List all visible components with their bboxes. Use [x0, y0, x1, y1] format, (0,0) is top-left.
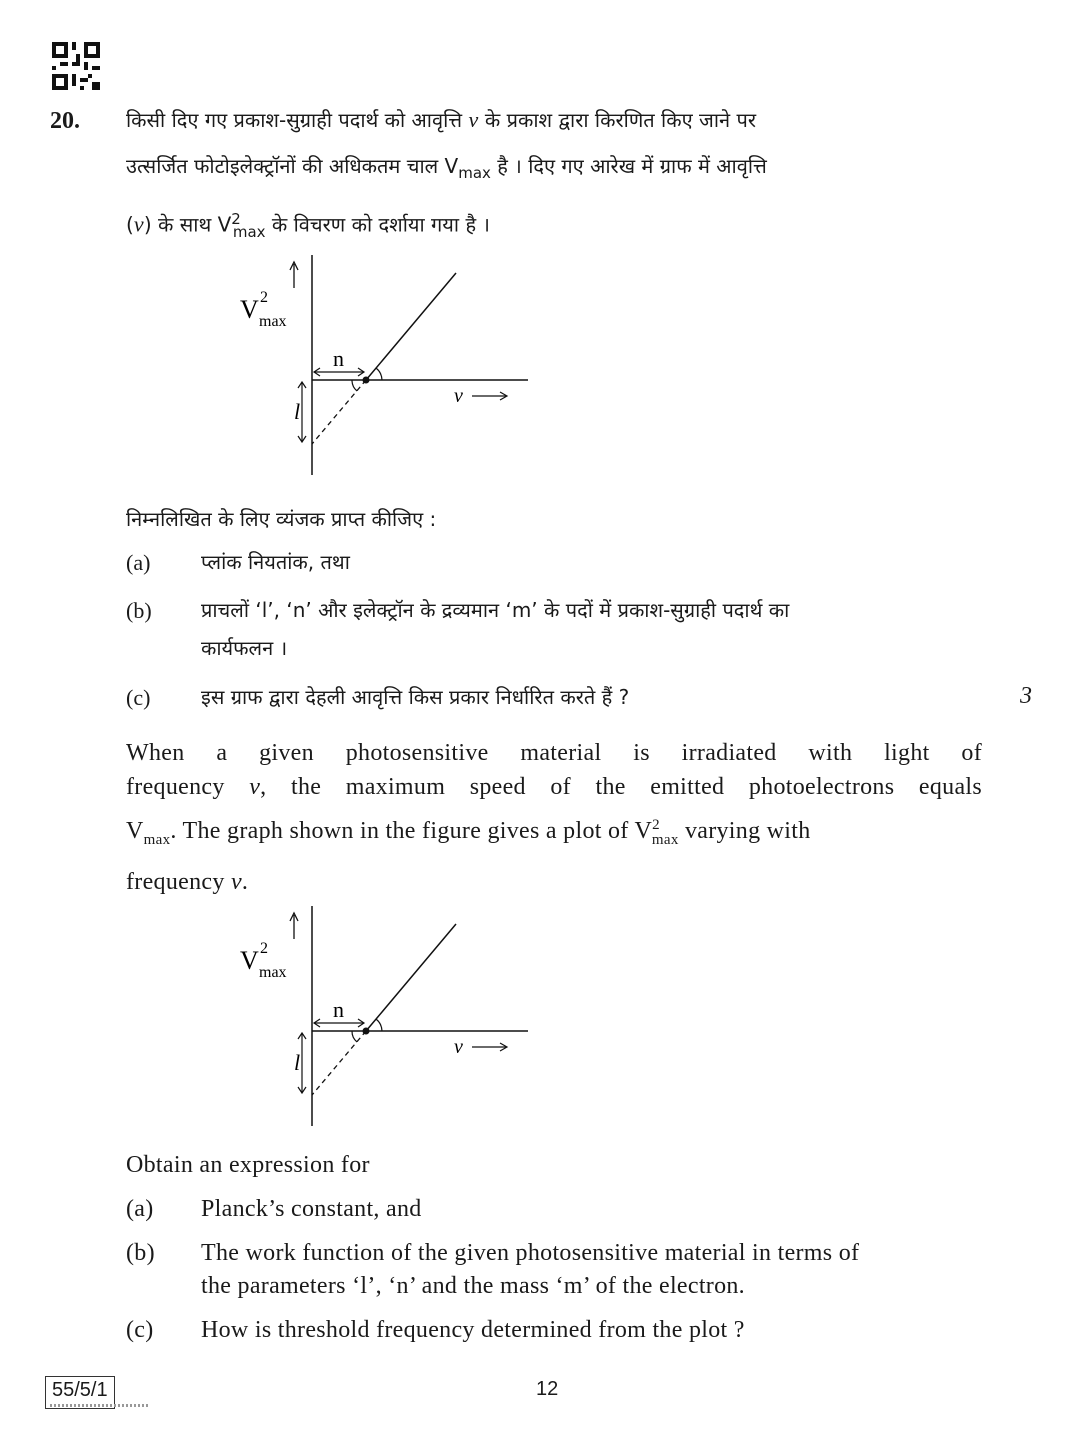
- graph-english: [230, 901, 540, 1131]
- english-line2-start: frequency: [126, 774, 225, 800]
- vmax-sub: max: [232, 222, 266, 241]
- english-line4-start: frequency: [126, 868, 225, 895]
- paren-open: (: [126, 212, 134, 237]
- option-label: (b): [126, 598, 152, 623]
- english-question-text: [126, 736, 982, 899]
- graph-hindi: [230, 250, 540, 480]
- english-line1: When a given photosensitive material is irradiated with light of: [126, 740, 982, 766]
- option-text: इस ग्राफ द्वारा देहली आवृत्ति किस प्रकार निर्धारित करते हैं ?: [201, 685, 630, 709]
- english-line4: [126, 865, 982, 899]
- extrapolated-line: [312, 1031, 366, 1095]
- option-text: The work function of the given photosensitive material in terms of: [201, 1240, 860, 1266]
- english-prompt: Obtain an expression for: [126, 1152, 370, 1178]
- frequency-var: v: [230, 868, 242, 895]
- vmax-v: V: [126, 818, 144, 844]
- option-text: Planck’s constant, and: [201, 1196, 422, 1222]
- vmax-sub: max: [458, 164, 491, 182]
- english-line3: [126, 808, 982, 857]
- graph-line: [366, 273, 456, 380]
- option-text: प्लांक नियतांक, तथा: [201, 550, 350, 574]
- marks: 3: [1020, 683, 1032, 709]
- angle-arc: [376, 1019, 382, 1031]
- y-axis-sup: 2: [260, 289, 268, 306]
- english-line4-end: .: [241, 868, 249, 895]
- english-line2: [126, 770, 982, 804]
- option-label: (c): [126, 1317, 154, 1343]
- angle-arc-lower: [352, 1031, 357, 1042]
- hindi-line2-start: उत्सर्जित फोटोइलेक्ट्रॉनों की अधिकतम चाल V: [126, 154, 459, 178]
- hindi-question-text: [126, 97, 986, 255]
- y-axis-sub: max: [259, 313, 287, 330]
- n-label: n: [333, 997, 344, 1022]
- option-label: (c): [126, 685, 151, 710]
- option-text-cont: the parameters ‘l’, ‘n’ and the mass ‘m’ of the electron.: [201, 1273, 745, 1299]
- english-option-b: [126, 1240, 986, 1310]
- angle-arc: [376, 368, 382, 380]
- option-label: (b): [126, 1240, 155, 1266]
- y-axis-label: V: [240, 295, 259, 324]
- vmax-sub: max: [651, 831, 679, 848]
- qr-code-icon: [52, 42, 100, 90]
- option-label: (a): [126, 1196, 154, 1222]
- option-label: (a): [126, 550, 151, 575]
- english-line3-mid: . The graph shown in the figure gives a plot of V: [170, 818, 653, 844]
- question-number: 20.: [50, 108, 80, 134]
- paper-code: 55/5/1: [52, 1379, 108, 1401]
- y-axis-sub: max: [259, 964, 287, 981]
- vmax-sup: 2: [231, 210, 241, 228]
- english-line3-end: varying with: [678, 818, 811, 844]
- l-label: l: [294, 399, 301, 424]
- x-axis-label: v: [454, 1036, 463, 1058]
- intercept-point: [363, 1028, 370, 1035]
- hindi-line3-mid: ) के साथ V: [143, 212, 232, 237]
- frequency-var: v: [249, 774, 261, 800]
- hindi-prompt: निम्नलिखित के लिए व्यंजक प्राप्त कीजिए :: [126, 507, 437, 531]
- option-text-cont: कार्यफलन ।: [201, 636, 288, 660]
- intercept-point: [363, 377, 370, 384]
- frequency-var: v: [468, 107, 479, 132]
- option-text: How is threshold frequency determined from the plot ?: [201, 1317, 745, 1343]
- paper-code-box: [45, 1376, 115, 1409]
- x-axis-label: v: [454, 385, 463, 407]
- option-text: प्राचलों ‘l’, ‘n’ और इलेक्ट्रॉन के द्रव्यमान ‘m’ के पदों में प्रकाश-सुग्राही पदार्थ का: [201, 598, 790, 622]
- extrapolated-line: [312, 380, 366, 444]
- english-line2-end: , the maximum speed of the emitted photoelectrons equals: [260, 774, 983, 800]
- hindi-line1: किसी दिए गए प्रकाश-सुग्राही पदार्थ को आवृत्ति: [126, 108, 463, 132]
- l-label: l: [294, 1050, 301, 1075]
- hindi-option-b: [126, 596, 986, 666]
- vmax-sup: 2: [652, 817, 660, 833]
- n-label: n: [333, 346, 344, 371]
- frequency-var: v: [133, 211, 144, 237]
- y-axis-sup: 2: [260, 940, 268, 957]
- hindi-line3-end: के विचरण को दर्शाया गया है ।: [271, 212, 490, 237]
- y-axis-label: V: [240, 946, 259, 975]
- graph-line: [366, 924, 456, 1031]
- hindi-line1-end: के प्रकाश द्वारा किरणित किए जाने पर: [484, 108, 757, 132]
- vmax-sub: max: [143, 831, 171, 848]
- hindi-line2-end: है । दिए गए आरेख में ग्राफ में आवृत्ति: [497, 154, 767, 178]
- page-number: 12: [536, 1378, 559, 1400]
- micro-print: [50, 1404, 150, 1407]
- angle-arc-lower: [352, 380, 357, 391]
